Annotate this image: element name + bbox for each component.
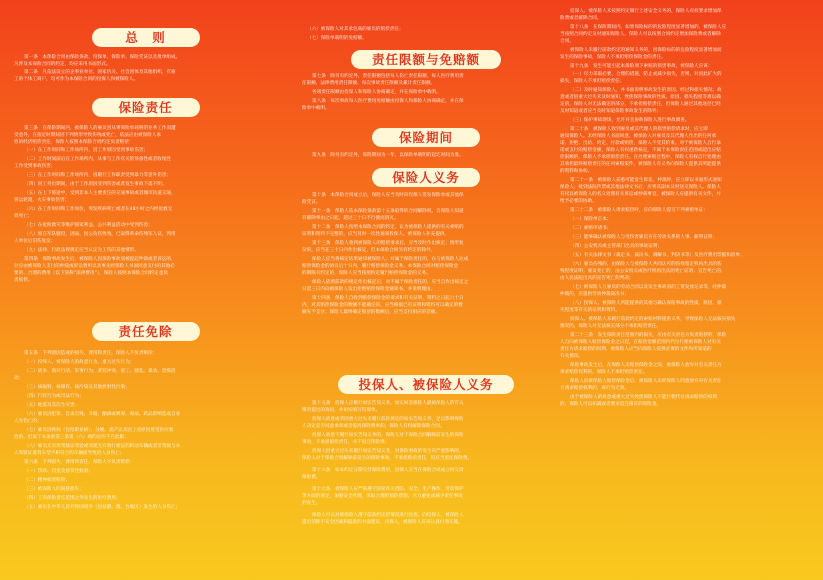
text-line: 合同。 xyxy=(560,39,574,44)
text-line: （七）雇员因疾病（包括职业病）、分娩、流产以及因上述原因接受医疗救 xyxy=(24,428,174,433)
text-line: （一）投保人、被保险人的故意行为、重大过失行为； xyxy=(24,360,135,365)
text-line: （五）雇员在中华人民共和国境外（包括港、澳、台地区）发生的人身伤亡； xyxy=(24,505,181,510)
text-line: 责赔偿。 xyxy=(14,278,33,283)
text-line: 证明和资料不完整的，应当及时一次性通知投保人、被保险人补充提供。 xyxy=(302,232,450,237)
text-line: 客运轮渡、火车事故伤害； xyxy=(14,198,70,203)
text-line: 对应由被保险人支付的仲裁或诉讼费用以及事先经保险人书面同意支付的其他必 xyxy=(14,264,175,269)
text-line: 的发生。 xyxy=(302,501,321,506)
text-line: 投保人、被保险人未按照约定履行上述安全义务的，保险人有权要求增加保 xyxy=(570,9,722,14)
text-line: 任限额、法律费用责任限额、每次事故责任限额及累计责任限额。 xyxy=(302,81,436,86)
text-line: 保险费。 xyxy=(302,475,321,480)
text-line: 要的、合理的费用（以下简称“法律费用”），保险人按照本保险合同约定也负 xyxy=(14,271,169,276)
text-line: （八）投保人、被保险人所能提供的其他与确认保险事故的性质、原因、损 xyxy=(570,301,722,306)
text-line: 保险人可以对被保险人遵守前款约定的情况进行检查，向投保人、被保险人 xyxy=(312,513,464,518)
text-line: 有权以被保险人的名义处理有关诉讼或仲裁事宜，被保险人应提供有关文件，并 xyxy=(560,192,721,197)
heading-exclusion xyxy=(14,322,277,341)
text-line: 第十八条 在保险期间内，如果保险标的的危险程度显著增加的，被保险人应 xyxy=(570,25,727,30)
text-line: 损失，保险人不承担赔偿责任； xyxy=(560,79,625,84)
text-line: 治的，但属于本条款第三条第（六）项约定的不在此限； xyxy=(14,435,129,440)
text-line: 担的经济赔偿责任，保险人按照本保险合同约定负责赔偿： xyxy=(14,140,134,145)
heading-insurer xyxy=(302,168,550,187)
text-line: 投保人故意不履行如实告知义务的，保险人对于保险合同解除前发生的保险 xyxy=(312,433,464,438)
text-line: 第十六条 如本约定分期交付保险费的，投保人应当在保险合同成立时交清 xyxy=(312,468,464,473)
text-line: 日起三日内向被保险人发出拒绝赔偿保险金通知书，并说明理由。 xyxy=(302,287,436,292)
text-line: 第二十二条 被保险人请求赔偿时，应向保险人提交下列索赔单证： xyxy=(570,208,708,213)
text-line: 第九条 除另有约定外，保险期间为一年，以保险单载明的起讫时间为准。 xyxy=(312,153,464,158)
section-title: 保险人义务 xyxy=(372,168,480,187)
text-line: 第三条 在保险期间内，被保险人的雇员因从事保险单载明的业务工作而遭 xyxy=(24,126,176,131)
text-line: 保险人依照前款的规定作出核定后，对不属于保险责任的，应当自作出核定之 xyxy=(312,280,469,285)
text-line: （四）因工外出期间，由于工作原因受到伤害或者发生事故下落不明； xyxy=(24,182,167,187)
text-line: 残程度证明；雇员死亡的，由公安机关或医疗机构出具的死亡证明；宣告死亡的， xyxy=(560,269,726,274)
text-line: 第一条 本保险合同由保险条款、投保单、保险单、保险凭证以及批单组成。 xyxy=(24,55,181,60)
heading-liability xyxy=(14,98,277,117)
text-line: （二）索赔申请书； xyxy=(570,226,612,231)
text-line: （六）雇员因犯罪、自杀自残、斗殴、酗酒或吸毒、毒品、药品影响造成自身 xyxy=(24,412,181,417)
text-line: 内，对其赔偿保险金的数额不能确定的，应当根据已有证明和资料可以确定的数 xyxy=(302,303,463,308)
text-line: （九）法律、行政法规规定应当认定为工伤的其他情形。 xyxy=(24,248,139,253)
text-line: 由于被保险人的故意或重大过失致使保险人不能行使代位请求赔偿的权利 xyxy=(570,395,718,400)
text-line: 投保人故意或者因重大过失未履行前款规定的如实告知义务，足以影响保险 xyxy=(312,417,464,422)
text-line: 人单位后旧伤复发； xyxy=(14,239,56,244)
text-line: 第十四条 保险人自收到赔偿保险金的请求和有关证明、资料之日起六十日 xyxy=(312,296,464,301)
text-line: （二）及时通知保险人，并书面说明事故发生的原因、经过和损失情况；故 xyxy=(570,88,722,93)
text-line: （四）工伤保险责任范围之外发生的医疗费用； xyxy=(24,496,121,501)
text-line: 第七条 除另有约定外，责任限额包括每人伤亡责任限额、每人医疗费用责 xyxy=(312,74,464,79)
text-line: （五）地震及其次生灾害； xyxy=(24,403,80,408)
text-line: 情况提出的询问，并如实填写投保单。 xyxy=(302,408,381,413)
text-line: （一）保险单正本； xyxy=(570,217,612,222)
section-title: 保险期间 xyxy=(372,128,480,147)
text-line: （二）精神损害赔偿； xyxy=(24,478,70,483)
text-line: 受意外，在指定时期间因下列情形导致伤残或死亡，依法应由被保险人承 xyxy=(14,133,162,138)
text-line: 第十九条 发生可能引起本保险项下索赔的损害事故，被保险人应该： xyxy=(570,64,713,69)
text-line: 请求赔偿权利的，保险人不承担赔偿责任。 xyxy=(560,370,648,375)
text-line: （一）罚款、罚金及惩罚性赔款； xyxy=(24,469,93,474)
text-line: （三）保护事故现场，允许并且协助保险人进行事故调查。 xyxy=(570,118,690,123)
text-line: 给予必要的协助。 xyxy=(560,199,597,204)
text-line: 人自向被保险人赔偿保险金之日起，在赔偿金额范围内代位行使被保险人对有关 xyxy=(560,340,721,345)
text-line: 保险人应当将核定结果通知被保险人；对属于保险责任的，在与被保险人达成 xyxy=(312,257,469,262)
text-line: 各项责任限额由投保人和保险人协商确定，并在保险单中载明。 xyxy=(312,90,441,95)
text-line: 保险人向被保险人赔偿保险金后，被保险人未经保险人同意放弃对有关责任 xyxy=(570,379,722,384)
text-line: 责任方请求赔偿的权利，被保险人应当向保险人提供必要的文件和所知道的 xyxy=(560,347,712,352)
section-title: 投保人、被保险人义务 xyxy=(338,375,514,394)
text-line: 第二十一条 被保险人获悉可能发生诉讼、仲裁时，应立即以书面形式通知 xyxy=(570,178,722,183)
text-line: 第十三条 保险人收到被保险人的赔偿请求后，应当及时作出核定；情形复 xyxy=(312,241,464,246)
text-line: 第二十条 被保险人收到雇员或其代理人的损害赔偿请求时，应立即 xyxy=(570,127,708,132)
text-line: 凡涉及本保险合同的约定，均应采用书面形式。 xyxy=(14,62,111,67)
text-line: 第八条 每次事故每人医疗费用免赔额由投保人和保险人协商确定，并在保 xyxy=(312,99,464,104)
text-line: （三）核辐射、核爆炸、核污染及其他放射性污染； xyxy=(24,385,130,390)
text-line: （六）雇员伤残的，由保险人与被保险人共同认可的伤残鉴定机构出具的伤 xyxy=(570,262,722,267)
text-line: （四）行政行为或司法行为； xyxy=(24,394,84,399)
section-title: 保险责任 xyxy=(92,98,200,117)
text-line: 杂的，应当在三十日内作出核定，但本保险合同另有约定的除外。 xyxy=(302,248,436,253)
column-3 xyxy=(560,0,814,580)
heading-general xyxy=(14,28,277,47)
text-line: （七）在抢险救灾等维护国家利益、公共利益活动中受到伤害； xyxy=(24,223,153,228)
text-line: 及时知道或者应当及时知道保险事故发生的除外； xyxy=(560,109,662,114)
text-line: 意或者因重大过失未及时通知，致使保险事故的性质、原因、损失程度等难以确 xyxy=(560,95,721,100)
section-title: 总 则 xyxy=(92,28,200,47)
text-line: 的资料和协助。 xyxy=(560,169,593,174)
text-line: （六）在工作时间和工作岗位，突发疾病死亡或者在48小时之内经抢救无 xyxy=(24,207,173,212)
text-line: 诺或支付的赔偿金额，保险人有权重新核定，不属于本保险责任范围或超出应赔 xyxy=(560,148,721,153)
text-line: （四）公安机关或主管部门出具的事故证明； xyxy=(570,244,662,249)
text-line: 人决定是否同意承保或者提高保险费率的，保险人有权解除保险合同。 xyxy=(302,424,445,429)
text-line: 第十二条 保险人按照本保险合同的约定，认为被保险人提供的有关索赔的 xyxy=(312,225,464,230)
text-line: 保险事故发生后，在保险人未赔偿保险金之前，被保险人放弃对有关责任方 xyxy=(570,363,722,368)
text-line: 通知保险人。未经保险人书面同意，被保险人对雇员及其代理人作出的任何承 xyxy=(560,134,717,139)
text-line: 诺、拒绝、出价、约定、付款或赔偿，保险人不受其约束。对于被保险人自行承 xyxy=(560,141,721,146)
text-line: （八）雇员无有效驾驶证驾驶或驾驶无有效行驶证的机动车辆或者非驾驶与本 xyxy=(24,444,181,449)
text-line: 险凭证。 xyxy=(302,200,321,205)
text-line: 情况的，保险人对无法核实部分不承担赔偿责任。 xyxy=(560,324,662,329)
text-line: 险单中载明。 xyxy=(302,106,330,111)
text-line: （一）在工作时间和工作场所内，因工作原因受到事故伤害； xyxy=(24,148,149,153)
text-line: （三）能够确认被保险人与受伤害雇员存在劳动关系的人事、薪资证明； xyxy=(570,235,718,240)
text-line: （五）有关法律文书（裁定书、裁决书、调解书、判决书等）及医疗费用票据和清单； xyxy=(570,253,745,258)
text-line: 事故，不承担赔偿责任，并不退还保险费。 xyxy=(302,440,390,445)
text-line: 第十五条 投保人应履行如实告知义务，如实回答保险人就被保险人的有关 xyxy=(312,401,464,406)
text-line: 险费或者解除合同。 xyxy=(560,16,602,21)
text-line: 由人民法院出具的宣告死亡的判决； xyxy=(560,276,634,281)
text-line: 被保险人未履行前款约定的通知义务的，因保险标的的危险程度显著增加而 xyxy=(570,48,722,53)
text-line: 当按照合同约定及时通知保险人，保险人可以按照合同约定增加保险费或者解除 xyxy=(560,32,721,37)
text-line: 仲裁的，应提供劳动仲裁裁决书； xyxy=(560,292,629,297)
text-line: （八）原在军队服役，因战、因公负伤致残，已取得革命伤残军人证，到用 xyxy=(24,232,176,237)
text-line: 方请求赔偿权利的，该行为无效。 xyxy=(560,386,629,391)
text-line: （三）被保险人的间接损失； xyxy=(24,487,84,492)
text-line: 的，保险人可以扣减或者要求返还相应的保险金。 xyxy=(560,402,662,407)
text-line: 第二条 凡依法设立的企事业单位、国家机关、社会团体及其他组织，有雇 xyxy=(24,70,176,75)
text-line: 第四条 保险事故发生后，被保险人因保险事故而被提起仲裁或者诉讼的， xyxy=(24,257,176,262)
text-line: 有关情况。 xyxy=(560,354,583,359)
text-line: 第六条 下列损失、费用和责任，保险人不负责赔偿： xyxy=(24,460,135,465)
text-line: 偿限额的，保险人不承担赔偿责任。在处理索赔过程中，保险人有权自行处理由 xyxy=(560,155,721,160)
text-line: 效死亡； xyxy=(14,214,33,219)
text-line: （六）被保险人对其承包商的雇员的赔偿责任； xyxy=(307,27,404,32)
text-line: 投保人因重大过失未履行如实告知义务，对保险事故的发生有严重影响的， xyxy=(312,449,464,454)
text-line: （二）工作时间前后在工作场所内，从事与工作有关的预备性或者收尾性 xyxy=(24,157,172,162)
text-line: （五）在上下班途中，受到非本人主要责任的交通事故或者城市轨道交通、 xyxy=(24,191,176,196)
text-line: 投保人、被保险人未履行前款约定的索赔材料提供义务，导致保险人无法核实损失 xyxy=(570,317,736,322)
column-2 xyxy=(302,0,550,580)
text-line: （一）尽力采取必要、合理的措施，防止或减少损失，否则，对因此扩大的 xyxy=(570,72,722,77)
text-line: 发生的保险事故，保险人不承担赔偿保险金的责任。 xyxy=(560,55,666,60)
section-title: 责任限额与免赔额 xyxy=(351,50,501,69)
text-line: 定的，保险人对无法确定的部分，不承担赔偿责任，但保险人通过其他途径已经 xyxy=(560,102,721,107)
text-line: 失程度等有关的证明和资料。 xyxy=(560,308,620,313)
heading-limit xyxy=(302,50,550,69)
text-line: 保险人对于保险合同解除前发生的保险事故，不承担赔偿责任，但应当退还保险费。 xyxy=(302,456,472,461)
text-line: 额先予支付；保险人最终确定赔偿的数额后，应当支付相应的差额。 xyxy=(302,310,440,315)
column-1 xyxy=(14,0,277,580)
text-line: （七）被保险人与雇员的劳动合同以及发生事故前的工资发放记录等，经仲裁 xyxy=(570,285,727,290)
text-line: 有解除事由之日起，超过三十日不行使而消灭。 xyxy=(302,216,399,221)
text-line: 提出消除不安全因素和隐患的书面建议，投保人、被保险人应该认真付诸实施。 xyxy=(302,520,463,525)
text-line: 的期限有约定的，保险人应当按照约定履行赔偿保险金的义务。 xyxy=(302,271,431,276)
text-line: 赔偿保险金的协议后十日内，履行赔偿保险金义务。本保险合同对赔偿保险金 xyxy=(302,264,459,269)
text-line: 第二十三条 发生保险责任范围内的损失，应由有关责任方负责赔偿的，保险 xyxy=(570,333,727,338)
text-line: 动； xyxy=(14,376,24,381)
text-line: 第十一条 保险人依本保险条款第十五条取得的合同解除权，自保险人知道 xyxy=(312,209,464,214)
text-line: 人身伤亡的； xyxy=(14,419,42,424)
text-line: 第十条 本保险合同成立后，保险人应当及时向投保人签发保险单或其他保 xyxy=(312,193,464,198)
text-line: 保险人；接到法院传票或其他法律文书后，应将其副本及时送交保险人。保险人 xyxy=(560,185,721,190)
text-line: 等方面的规定，加强安全管理，采取合理的预防措施，尽力避免或减少责任事故 xyxy=(302,494,463,499)
heading-insured xyxy=(302,375,550,394)
text-line: 人驾驶证准驾车型不相符合的车辆而导致的人身伤亡； xyxy=(14,451,125,456)
heading-period xyxy=(302,128,550,147)
text-line: 第十七条 被保险人应严格遵守国家有关消防、安全、生产操作、劳动保护 xyxy=(312,487,464,492)
text-line: 其承担最终赔偿责任的任何索赔案件，被保险人有义务向保险人提供其所能提供 xyxy=(560,162,721,167)
text-line: 工作受到事故伤害； xyxy=(14,164,56,169)
text-line: （七）保险单载明的免赔额。 xyxy=(307,36,367,41)
text-line: 第五条 下列原因造成的损失、费用和责任，保险人不负责赔偿： xyxy=(24,351,158,356)
text-line: （三）在工作时间和工作场所内，因履行工作职责受到暴力等意外伤害； xyxy=(24,173,172,178)
section-title: 责任免除 xyxy=(92,322,200,341)
text-line: （二）战争、敌对行动、军事行为、武装冲突、罢工、骚乱、暴动、恐怖活 xyxy=(24,369,176,374)
text-line: 工的个体工商户，均可作为本保险合同的投保人和被保险人。 xyxy=(14,77,139,82)
